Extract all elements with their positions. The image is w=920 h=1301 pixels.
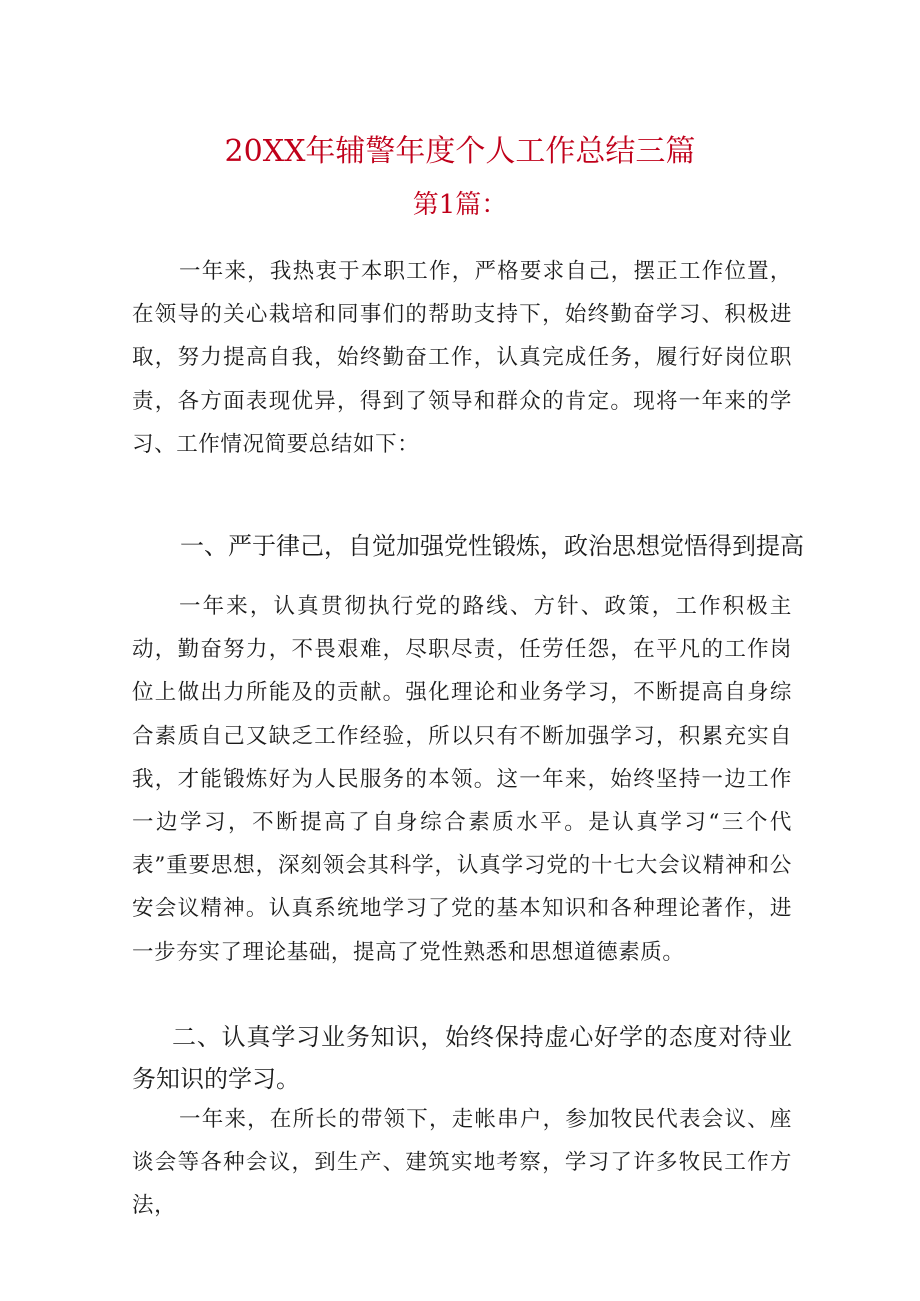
chapter-title: 第1篇： <box>412 190 508 220</box>
section-2-body: 一年来，在所长的带领下，走帐串户，参加牧民代表会议、座谈会等各种会议，到生产、建筑实地考察，学习了许多牧民工作方法， <box>132 1107 792 1219</box>
document-title: 20XX年辅警年度个人工作总结三篇 <box>224 134 696 169</box>
section-1-heading: 一、严于律己，自觉加强党性锻炼，政治思想觉悟得到提高 <box>180 532 804 560</box>
section-2-heading: 二、认真学习业务知识，始终保持虚心好学的态度对待业务知识的学习。 <box>132 1023 792 1093</box>
section-1-body: 一年来，认真贯彻执行党的路线、方针、政策，工作积极主动，勤奋努力，不畏艰难，尽职尽责，任劳任怨，在平凡的工作岗位上做出力所能及的贡献。强化理论和业务学习，不断提高自身综合素质自己又缺乏工作经验，所以只有不断加强学习，积累充实自我，才能锻炼好为人民服务的本领。这一年来，始终坚持一边工作一边学习，不断提高了自身综合素质水平。是认真学习“三个代表”重要思想，深刻领会其科学，认真学习党的十七大会议精神和公安会议精神。认真系统地学习了党的基本知识和各种理论著作，进一步夯实了理论基础，提高了党性熟悉和思想道德素质。 <box>132 594 792 965</box>
intro-paragraph: 一年来，我热衷于本职工作，严格要求自己，摆正工作位置，在领导的关心栽培和同事们的帮助支持下，始终勤奋学习、积极进取，努力提高自我，始终勤奋工作，认真完成任务，履行好岗位职责，各方面表现优异，得到了领导和群众的肯定。现将一年来的学习、工作情况简要总结如下： <box>132 259 792 457</box>
